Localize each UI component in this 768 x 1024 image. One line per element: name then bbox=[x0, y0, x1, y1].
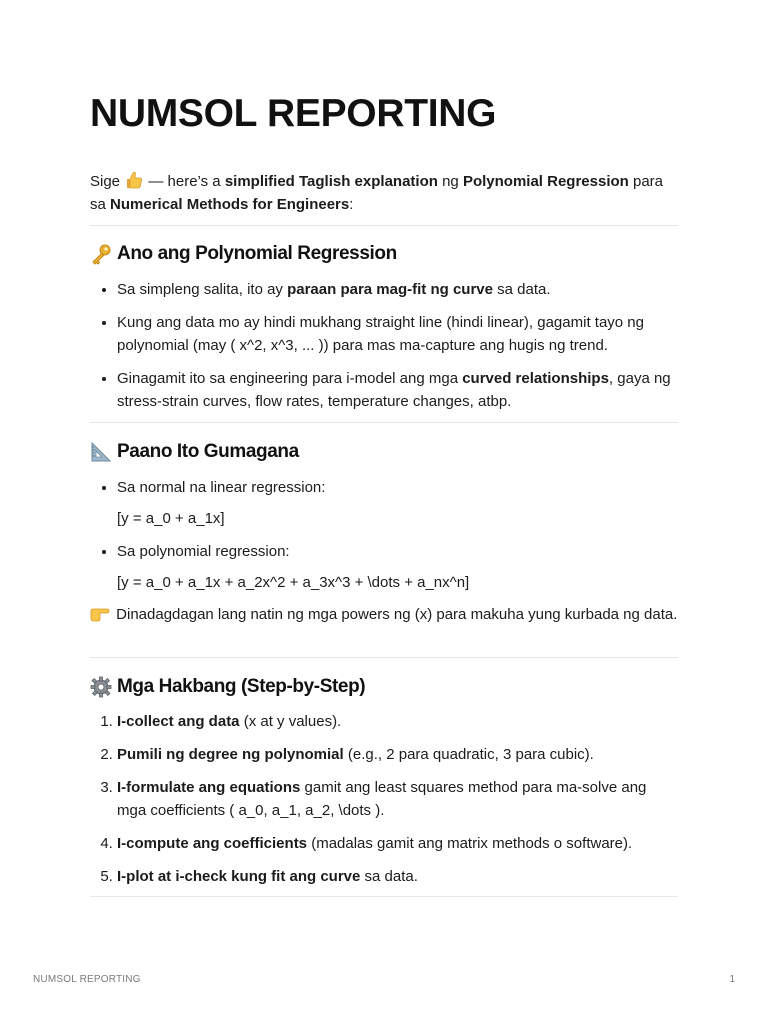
intro-text: para sa bbox=[90, 173, 664, 213]
gear-icon bbox=[90, 676, 112, 698]
intro-bold: Numerical Methods for Engineers bbox=[110, 196, 350, 213]
key-icon bbox=[90, 243, 112, 265]
list-item-text: Kung ang data mo ay hindi mukhang straight line (hindi linear), gagamit tayo ng polynomial (may ( x^2, x^3, ... )) para mas ma-capture ang hugis ng trend. bbox=[117, 314, 644, 354]
intro-bold: Polynomial Regression bbox=[462, 173, 629, 190]
step-text: gamit ang least squares method para ma-solve ang mga coefficients ( a_0, a_1, a_2, \dots ). bbox=[117, 779, 647, 819]
list-item-text: Ginagamit ito sa engineering para i-model ang mga bbox=[117, 370, 463, 387]
thumbs-up-icon bbox=[124, 170, 144, 190]
equation-polynomial: [y = a_0 + a_1x + a_2x^2 + a_3x^3 + \dots + a_nx^n] bbox=[117, 574, 470, 591]
triangular-ruler-icon bbox=[90, 441, 112, 463]
document-title: NUMSOL REPORTING bbox=[90, 92, 497, 135]
list-item-text: Sa simpleng salita, ito ay bbox=[117, 281, 288, 298]
divider bbox=[90, 225, 678, 226]
list-item bbox=[117, 278, 678, 301]
intro-text: — here’s a bbox=[144, 173, 225, 190]
section-heading-mga-hakbang bbox=[90, 676, 365, 698]
intro-text: : bbox=[349, 196, 354, 213]
divider bbox=[90, 422, 678, 423]
intro-paragraph bbox=[90, 170, 678, 216]
divider bbox=[90, 657, 678, 658]
list-item bbox=[117, 311, 678, 357]
list-item-text: sa data. bbox=[493, 281, 551, 298]
step-text: (x at y values). bbox=[239, 713, 342, 730]
list-item-bold: curved relationships bbox=[462, 370, 609, 387]
section-heading-polynomial-regression bbox=[90, 243, 397, 265]
page-number: 1 bbox=[729, 974, 735, 985]
step-item bbox=[117, 710, 678, 733]
bullet-list bbox=[90, 540, 678, 563]
step-item bbox=[117, 776, 678, 822]
list-item: • Sa normal na linear regression: bbox=[117, 476, 678, 499]
step-bold: I-plot at i-check kung fit ang curve bbox=[117, 868, 361, 885]
section-heading-text: Paano Ito Gumagana bbox=[117, 441, 299, 462]
note-paragraph bbox=[90, 603, 678, 626]
steps-list bbox=[90, 710, 678, 888]
step-text: (e.g., 2 para quadratic, 3 para cubic). bbox=[343, 746, 594, 763]
section-heading-paano-ito-gumagana bbox=[90, 441, 299, 463]
step-bold: Pumili ng degree ng polynomial bbox=[117, 746, 344, 763]
intro-bold: simplified Taglish explanation bbox=[224, 173, 438, 190]
step-bold: I-compute ang coefficients bbox=[117, 835, 308, 852]
step-bold: I-formulate ang equations bbox=[117, 779, 301, 796]
intro-text: Sige bbox=[90, 173, 125, 190]
list-item: • Sa polynomial regression: bbox=[117, 540, 678, 563]
divider bbox=[90, 896, 678, 897]
bullet-list bbox=[90, 476, 678, 499]
bullet-list bbox=[90, 278, 678, 413]
step-text: (madalas gamit ang matrix methods o software). bbox=[307, 835, 633, 852]
list-item-bold: paraan para mag-fit ng curve bbox=[287, 281, 493, 298]
step-item bbox=[117, 832, 678, 855]
step-bold: I-collect ang data bbox=[117, 713, 240, 730]
note-text: Dinadagdagan lang natin ng mga powers ng (x) para makuha yung kurbada ng data. bbox=[112, 606, 678, 623]
list-item bbox=[117, 367, 678, 413]
step-item bbox=[117, 743, 678, 766]
intro-text: ng bbox=[437, 173, 463, 190]
step-item bbox=[117, 865, 678, 888]
list-item-text: , gaya ng stress-strain curves, flow rates, temperature changes, atbp. bbox=[117, 370, 671, 410]
section-heading-text: Mga Hakbang (Step-by-Step) bbox=[117, 676, 366, 697]
step-text: sa data. bbox=[360, 868, 418, 885]
footer-title: NUMSOL REPORTING bbox=[33, 974, 141, 985]
pointing-right-icon bbox=[90, 606, 110, 622]
equation-linear: [y = a_0 + a_1x] bbox=[117, 510, 225, 527]
section-heading-text: Ano ang Polynomial Regression bbox=[117, 243, 397, 264]
